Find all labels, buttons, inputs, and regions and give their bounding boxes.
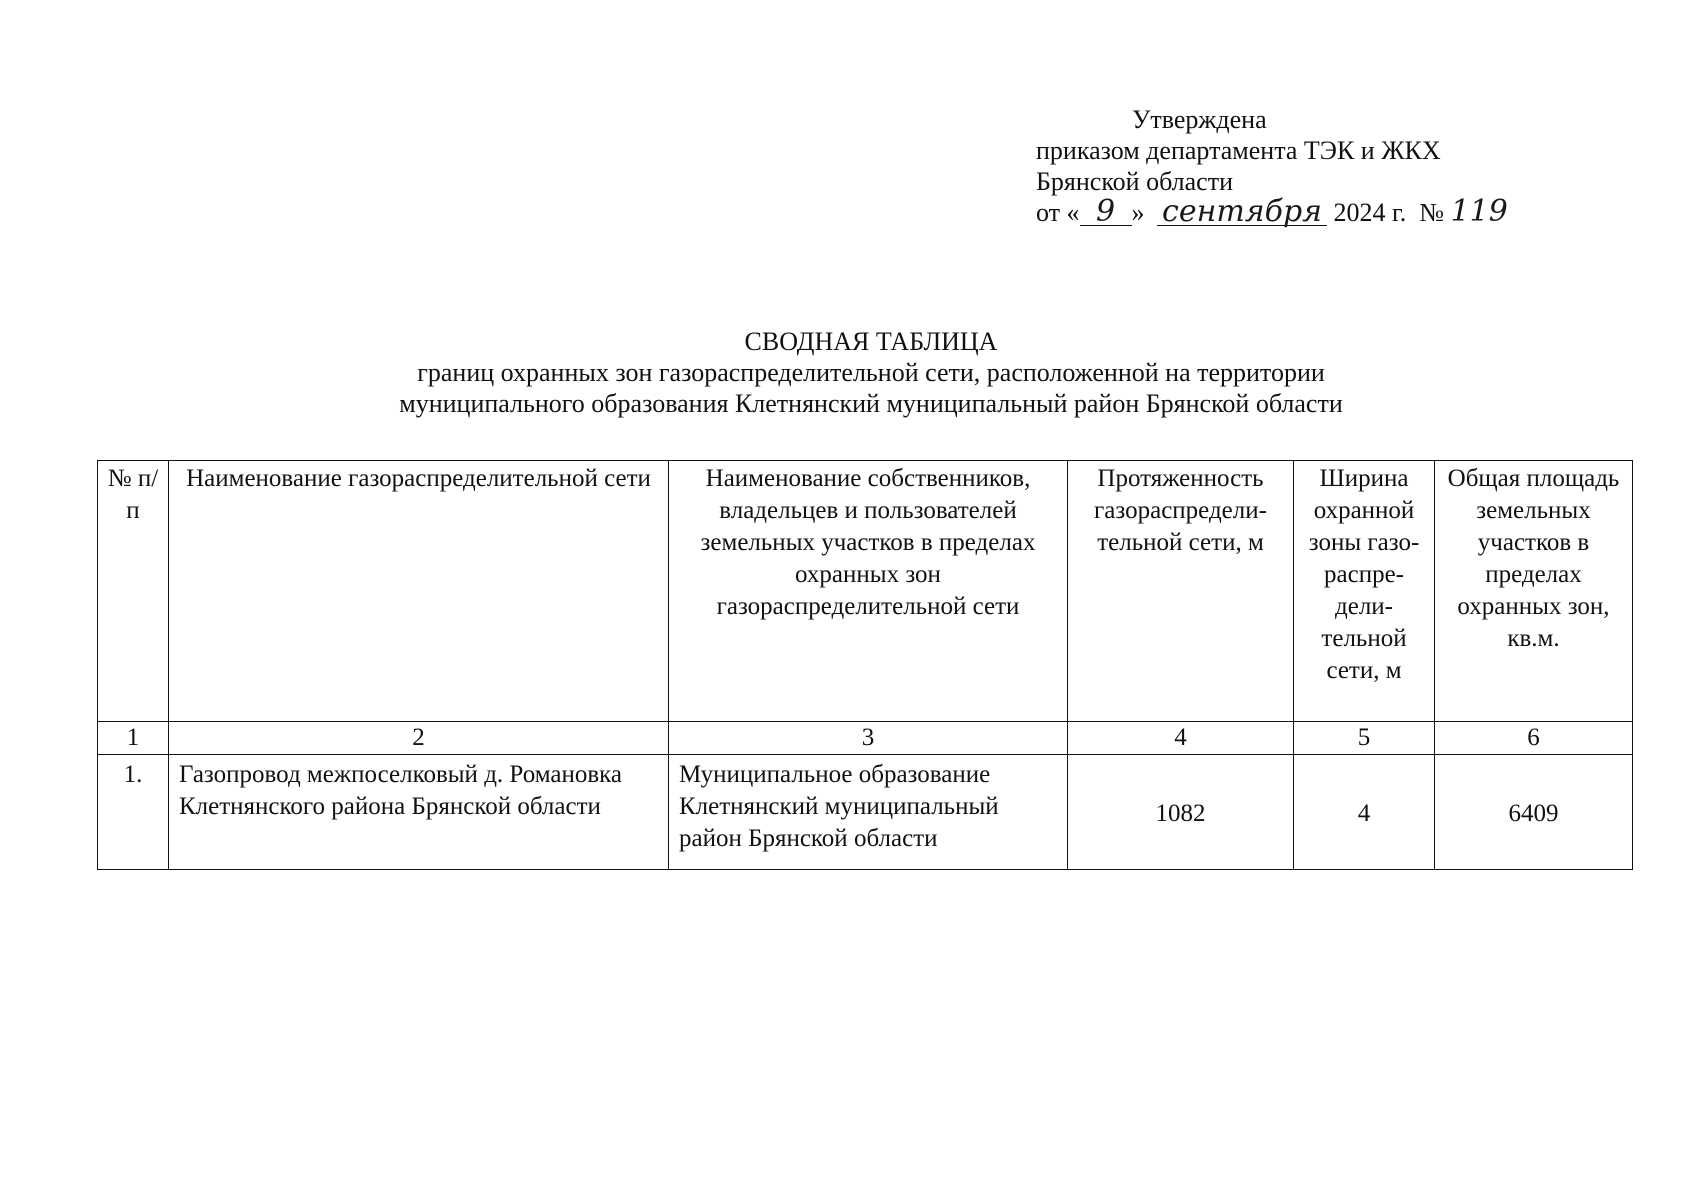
table-column-numbers-row bbox=[98, 722, 1633, 755]
handwritten-month: сентября bbox=[1157, 199, 1327, 226]
row-total-area: 6409 bbox=[1435, 755, 1633, 870]
header-number: № п/п bbox=[98, 461, 169, 722]
handwritten-number: 119 bbox=[1450, 194, 1508, 229]
approval-block bbox=[1036, 104, 1511, 228]
column-number: 6 bbox=[1435, 722, 1633, 755]
column-number: 5 bbox=[1294, 722, 1435, 755]
date-year: 2024 г. bbox=[1333, 198, 1407, 227]
row-network-name: Газопровод межпоселковый д. Романовка Клетнянского района Брянской области bbox=[169, 755, 669, 870]
document-title bbox=[0, 326, 1696, 419]
title-heading: СВОДНАЯ ТАБЛИЦА bbox=[744, 327, 998, 356]
table-header-row bbox=[98, 461, 1633, 722]
date-prefix: от « bbox=[1036, 198, 1080, 227]
header-network-name: Наименование газораспределительной сети bbox=[169, 461, 669, 722]
title-line-3: муниципального образования Клетнянский муниципальный район Брянской области bbox=[399, 389, 1343, 418]
header-zone-width: Ширина охранной зоны газо- распре- дели- тельной сети, м bbox=[1294, 461, 1435, 722]
table-row bbox=[98, 755, 1633, 870]
summary-table bbox=[97, 460, 1633, 870]
date-mid: » bbox=[1131, 198, 1145, 227]
column-number: 1 bbox=[98, 722, 169, 755]
approval-order-line: приказом департамента ТЭК и ЖКХ bbox=[1036, 136, 1441, 165]
approval-title: Утверждена bbox=[1132, 105, 1267, 134]
header-total-area: Общая площадь земельных участков в пределах охранных зон, кв.м. bbox=[1435, 461, 1633, 722]
row-zone-width: 4 bbox=[1294, 755, 1435, 870]
column-number: 4 bbox=[1068, 722, 1294, 755]
title-line-2: границ охранных зон газораспределительной сети, расположенной на территории bbox=[417, 358, 1325, 387]
row-owners: Муниципальное образование Клетнянский муниципальный район Брянской области bbox=[669, 755, 1068, 870]
handwritten-day: 9 bbox=[1080, 199, 1132, 226]
header-owners: Наименование собственников, владельцев и пользователей земельных участков в пределах охранных зон газораспределительной сети bbox=[669, 461, 1068, 722]
column-number: 2 bbox=[169, 722, 669, 755]
row-length: 1082 bbox=[1068, 755, 1294, 870]
row-number: 1. bbox=[98, 755, 169, 870]
header-length: Протяженность газораспредели- тельной сети, м bbox=[1068, 461, 1294, 722]
approval-date-line bbox=[1036, 194, 1511, 229]
column-number: 3 bbox=[669, 722, 1068, 755]
number-label: № bbox=[1419, 198, 1445, 227]
approval-region-line: Брянской области bbox=[1036, 167, 1233, 196]
